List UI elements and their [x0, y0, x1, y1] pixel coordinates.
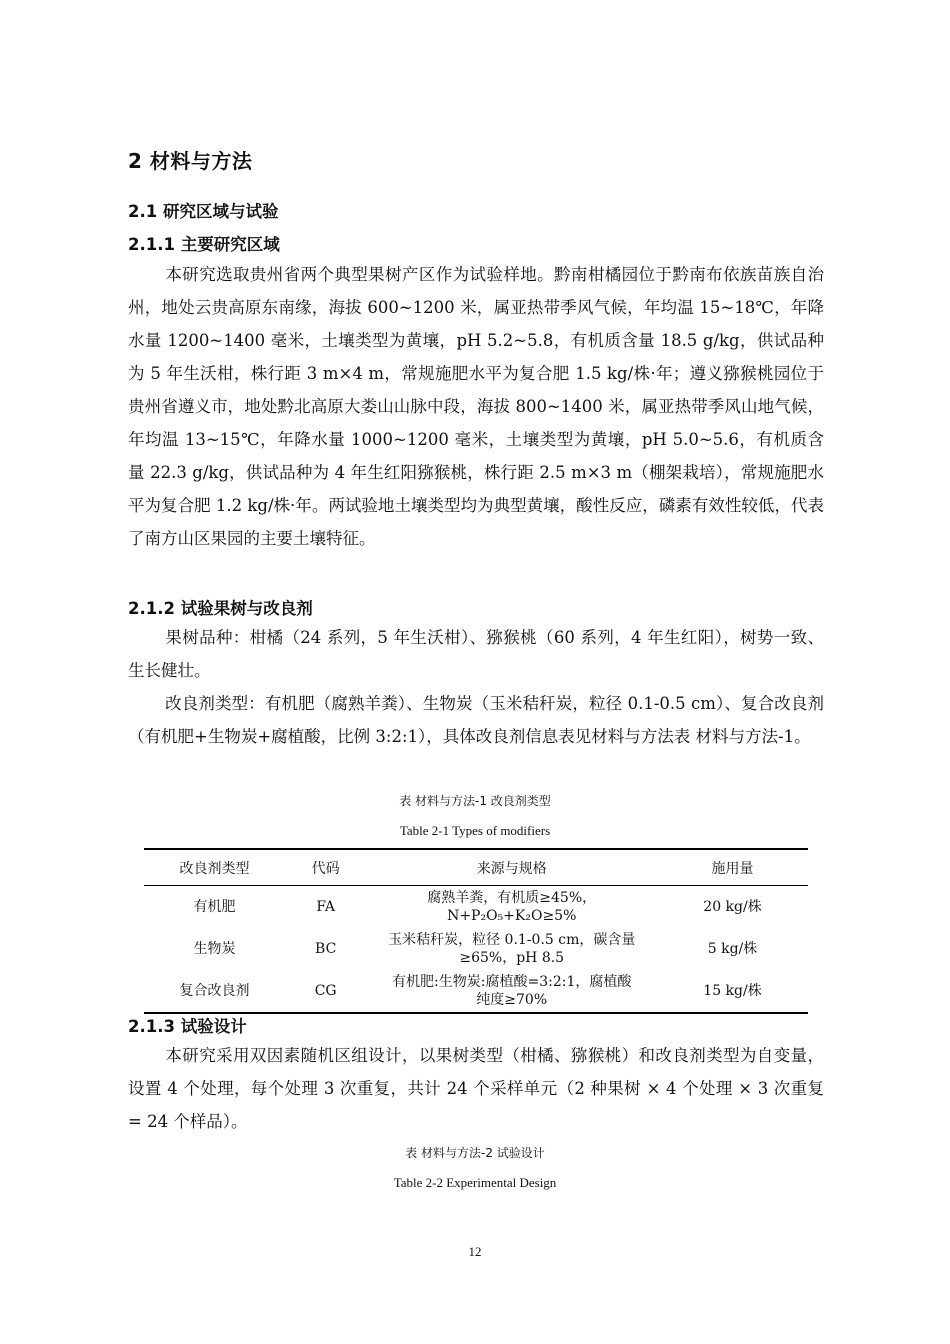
- table-cell: 复合改良剂: [144, 970, 285, 1013]
- table-1-caption-cn: 表 材料与方法-1 改良剂类型: [399, 794, 551, 808]
- table-cell: [366, 928, 657, 970]
- spec-line: 有机肥:生物炭:腐植酸=3:2:1，腐植酸: [392, 974, 632, 990]
- paragraph-fruit-varieties: [128, 621, 824, 687]
- table-header-cell: 代码: [285, 849, 367, 886]
- table-cell: FA: [316, 899, 335, 915]
- spec-line: ≥65%，pH 8.5: [459, 950, 565, 966]
- table-row: [144, 970, 808, 1013]
- table-header-cell: 改良剂类型: [144, 849, 285, 886]
- table-1-caption-en: Table 2-1 Types of modifiers: [399, 823, 551, 838]
- section-heading-2-1-1: 2.1.1 主要研究区域: [128, 235, 280, 254]
- paragraph-study-area-text: 本研究选取贵州省两个典型果树产区作为试验样地。黔南柑橘园位于黔南布依族苗族自治州，地处云贵高原东南缘，海拔 600~1200 米，属亚热带季风气候，年均温 15~18℃，年降水量 1200~1400 毫米，土壤类型为黄壤，pH 5.2~5.8，有机质含量 18.5 g/kg，供试品种为 5 年生沃柑，株行距 3 m×4 m，常规施肥水平为复合肥 1.5 kg/株·年；遵义猕猴桃园位于贵州省遵义市，地处黔北高原大娄山山脉中段，海拔 800~1400 米，属亚热带季风山地气候，年均温 13~15℃，年降水量 1000~1200 毫米，土壤类型为黄壤，pH 5.0~5.6，有机质含量 22.3 g/kg，供试品种为 4 年生红阳猕猴桃，株行距 2.5 m×3 m（棚架栽培），常规施肥水平为复合肥 1.2 kg/株·年。两试验地土壤类型均为典型黄壤，酸性反应，磷素有效性较低，代表了南方山区果园的主要土壤特征。: [128, 265, 824, 548]
- table-cell: 5 kg/株: [707, 941, 758, 957]
- page-number: 12: [468, 1244, 482, 1259]
- table-cell: BC: [315, 941, 337, 957]
- modifier-table: [144, 848, 808, 1014]
- table-cell: 有机肥: [193, 899, 236, 915]
- table-cell: 生物炭: [193, 941, 236, 957]
- table-row: [144, 886, 808, 929]
- paragraph-experimental-design-text: 本研究采用双因素随机区组设计，以果树类型（柑橘、猕猴桃）和改良剂类型为自变量，设置 4 个处理，每个处理 3 次重复，共计 24 个采样单元（2 种果树 × 4 个处理 × 3 次重复 = 24 个样品）。: [128, 1046, 824, 1131]
- section-heading-2-1-3: 2.1.3 试验设计: [128, 1017, 247, 1036]
- paragraph-fruit-varieties-text: 果树品种：柑橘（24 系列，5 年生沃柑）、猕猴桃（60 系列，4 年生红阳），树势一致、生长健壮。: [128, 628, 824, 680]
- table-header-cell: 施用量: [657, 849, 808, 886]
- section-heading-2-1-2: 2.1.2 试验果树与改良剂: [128, 599, 313, 618]
- table-cell: [366, 970, 657, 1013]
- section-heading-2-1: 2.1 研究区域与试验: [128, 202, 279, 221]
- table-row: [144, 928, 808, 970]
- spec-line: 玉米秸秆炭，粒径 0.1-0.5 cm，碳含量: [388, 932, 636, 948]
- paragraph-study-area: [128, 258, 824, 555]
- table-cell: 15 kg/株: [657, 970, 808, 1013]
- paragraph-experimental-design: [128, 1039, 824, 1138]
- chapter-heading: 2 材料与方法: [128, 149, 253, 173]
- table-cell: [366, 886, 657, 929]
- table-header-row: [144, 849, 808, 886]
- spec-line: 腐熟羊粪，有机质≥45%，: [427, 890, 597, 906]
- paragraph-modifier-types-text: 改良剂类型：有机肥（腐熟羊粪）、生物炭（玉米秸秆炭，粒径 0.1-0.5 cm）、复合改良剂（有机肥+生物炭+腐植酸，比例 3:2:1），具体改良剂信息表见材料与方法表 材料与方法-1。: [128, 694, 824, 746]
- spec-line: 纯度≥70%: [476, 992, 548, 1008]
- table-cell: CG: [285, 970, 367, 1013]
- paragraph-modifier-types: [128, 687, 824, 753]
- table-2-caption-en: Table 2-2 Experimental Design: [393, 1175, 557, 1190]
- table-2-caption-cn: 表 材料与方法-2 试验设计: [405, 1146, 545, 1160]
- table-header-cell: 来源与规格: [366, 849, 657, 886]
- table-cell: 20 kg/株: [703, 899, 762, 915]
- spec-line: N+P₂O₅+K₂O≥5%: [447, 908, 577, 924]
